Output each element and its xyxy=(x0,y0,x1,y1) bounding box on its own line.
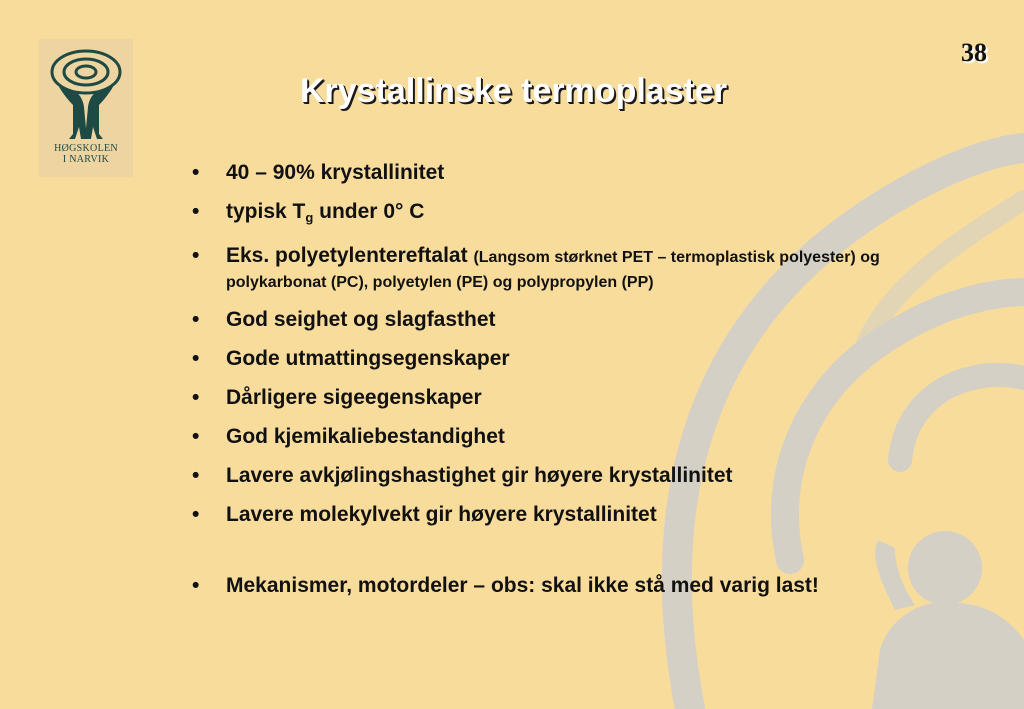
list-item: • Lavere avkjølingshastighet gir høyere krystallinitet xyxy=(192,464,733,487)
list-item: • typisk $T_g$ under 0° C xyxy=(192,200,425,225)
list-item: • God seighet og slagfasthet xyxy=(192,308,496,331)
list-item: • God kjemikaliebestandighet xyxy=(192,425,505,448)
school-logo xyxy=(39,39,133,177)
bullet-icon: • xyxy=(192,200,200,223)
bullet-icon: • xyxy=(192,464,200,487)
list-item: • Dårligere sigeegenskaper xyxy=(192,386,482,409)
logo-text-line-2: I NARVIK xyxy=(62,154,110,165)
list-item: • Eks. polyetylentereftalat (Langsom størknet PET – termoplastisk polyester) og polykarbonat (PC), polyetylen (PE) og polypropylen (PP) xyxy=(192,244,880,291)
bullet-list xyxy=(190,160,930,612)
bullet-icon: • xyxy=(192,161,200,184)
bullet-icon: • xyxy=(192,503,200,526)
logo-text-line-1: HØGSKOLEN xyxy=(54,143,118,154)
bullet-icon: • xyxy=(192,347,200,370)
bullet-icon: • xyxy=(192,308,200,331)
list-item: • 40 – 90% krystallinitet xyxy=(192,161,445,184)
bullet-icon: • xyxy=(192,244,200,267)
list-item: • Gode utmattingsegenskaper xyxy=(192,347,510,370)
bullet-icon: • xyxy=(192,425,200,448)
slide-title: Krystallinske termoplaster xyxy=(300,72,728,110)
bullet-icon: • xyxy=(192,386,200,409)
bullet-icon: • xyxy=(192,574,200,597)
page-number: 38 xyxy=(961,38,987,67)
list-item: • Lavere molekylvekt gir høyere krystallinitet xyxy=(192,503,657,526)
list-item: • Mekanismer, motordeler – obs: skal ikke stå med varig last! xyxy=(192,574,819,597)
